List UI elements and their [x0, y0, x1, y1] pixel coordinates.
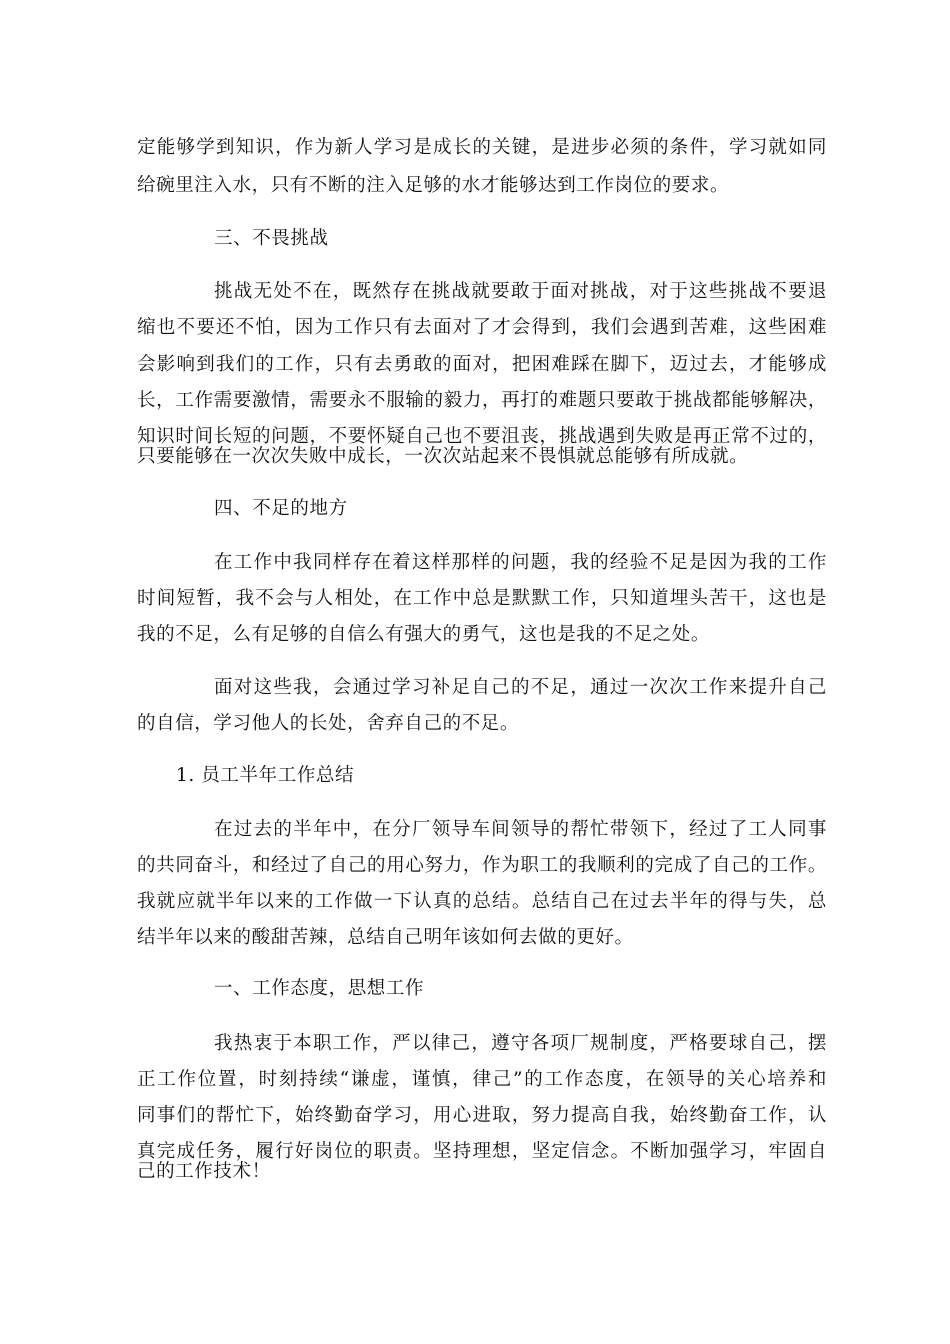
paragraph-line: 正工作位置，时刻持续“谦虚，谨慎，律己”的工作态度，在领导的关心培养和	[137, 1069, 827, 1090]
paragraph-line: 我就应就半年以来的工作做一下认真的总结。总结自己在过去半年的得与失，总	[137, 891, 827, 912]
paragraph-line: 面对这些我，会通过学习补足自己的不足，通过一次次工作来提升自己	[214, 677, 827, 698]
paragraph-line: 在工作中我同样存在着这样那样的问题，我的经验不足是因为我的工作	[214, 552, 827, 573]
paragraph-line: 给碗里注入水，只有不断的注入足够的水才能够达到工作岗位的要求。	[137, 175, 730, 196]
paragraph-line: 挑战无处不在，既然存在挑战就要敢于面对挑战，对于这些挑战不要退	[214, 281, 827, 302]
numbered-heading: 1. 员工半年工作总结	[176, 765, 355, 786]
paragraph-line: 的共同奋斗，和经过了自己的用心努力，作为职工的我顺利的完成了自己的工作。	[137, 855, 827, 876]
paragraph-line: 定能够学到知识，作为新人学习是成长的关键，是进步必须的条件，学习就如同	[137, 137, 827, 158]
paragraph-line: 结半年以来的酸甜苦辣，总结自己明年该如何去做的更好。	[137, 927, 634, 948]
paragraph-line: 在过去的半年中，在分厂领导车间领导的帮忙带领下，经过了工人同事	[214, 819, 827, 840]
paragraph-line: 真完成任务，履行好岗位的职责。坚持理想，坚定信念。不断加强学习，牢固自	[137, 1141, 827, 1162]
paragraph-line: 长，工作需要激情，需要永不服输的毅力，再打的难题只要敢于挑战都能够解决，	[137, 390, 827, 411]
paragraph-line: 时间短暂，我不会与人相处，在工作中总是默默工作，只知道埋头苦干，这也是	[137, 588, 827, 609]
section-heading: 三、不畏挑战	[214, 228, 329, 249]
paragraph-line: 只要能够在一次次失败中成长，一次次站起来不畏惧就总能够有所成就。	[137, 446, 749, 467]
paragraph-line: 我的不足，么有足够的自信么有强大的勇气，这也是我的不足之处。	[137, 624, 711, 645]
paragraph-line: 缩也不要还不怕，因为工作只有去面对了才会得到，我们会遇到苦难，这些困难	[137, 317, 827, 338]
paragraph-line: 知识时间长短的问题，不要怀疑自己也不要沮丧，挑战遇到失败是再正常不过的，	[137, 426, 827, 447]
paragraph-line: 己的工作技术！	[137, 1161, 271, 1182]
paragraph-line: 我热衷于本职工作，严以律己，遵守各项厂规制度，严格要球自己，摆	[214, 1033, 827, 1054]
section-heading: 一、工作态度，思想工作	[214, 978, 425, 999]
section-heading: 四、不足的地方	[214, 498, 348, 519]
paragraph-line: 会影响到我们的工作，只有去勇敢的面对，把困难踩在脚下，迈过去，才能够成	[137, 354, 827, 375]
paragraph-line: 同事们的帮忙下，始终勤奋学习，用心进取，努力提高自我，始终勤奋工作，认	[137, 1105, 827, 1126]
paragraph-line: 的自信，学习他人的长处，舍弃自己的不足。	[137, 713, 520, 734]
